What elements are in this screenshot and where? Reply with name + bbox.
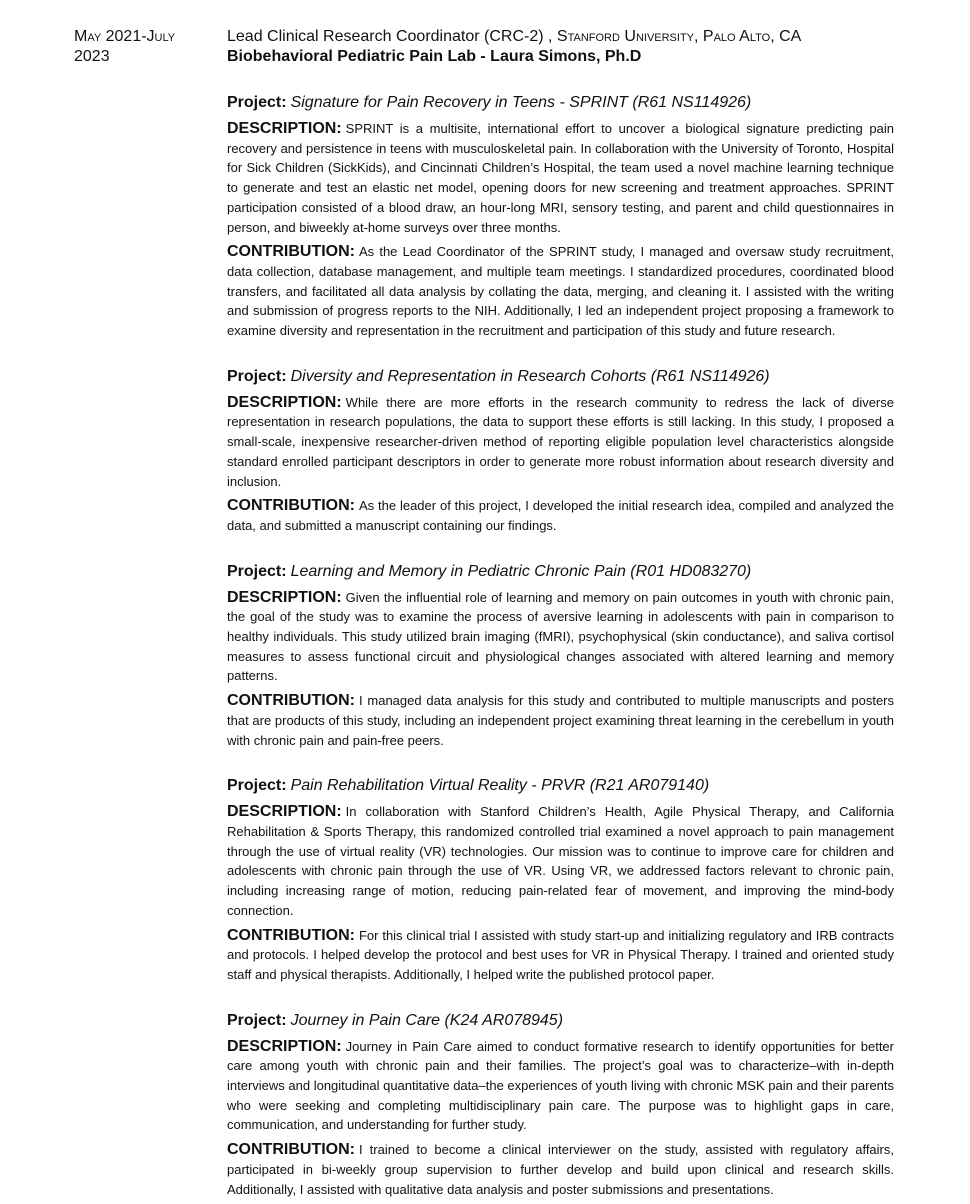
contribution-text: As the leader of this project, I developed the initial research idea, compiled and analyzed the data, and submitted a manuscript containing our findings.: [227, 498, 894, 533]
description-label: DESCRIPTION:: [227, 393, 342, 411]
contribution-text: As the Lead Coordinator of the SPRINT study, I managed and oversaw study recruitment, data collection, database management, and multiple team meetings. I standardized procedures, coordinated blood transfers, and facilitated all data analysis by collating the data, merging, and cleaning it. I assisted with the writing and submission of progress reports to the NIH. Additionally, I led an independent project proposing a framework to examine diversity and representation in the recruitment and participation of this study and future research.: [227, 244, 894, 339]
project-item: [227, 776, 894, 984]
description-text: SPRINT is a multisite, international effort to uncover a biological signature predicting pain recovery and persistence in teens with musculoskeletal pain. In collaboration with the University of Toronto, Hospital for Sick Children (SickKids), and Cincinnati Children’s Hospital, the team used a novel machine learning technique to generate and test an elastic net model, opening doors for new screening and treatment approaches. SPRINT participation consisted of a blood draw, an hour-long MRI, sensory testing, and parent and child questionnaires in person, and biweekly at-home surveys over three months.: [227, 121, 894, 235]
project-item: [227, 562, 894, 751]
project-description: [227, 119, 894, 237]
project-description: [227, 1037, 894, 1136]
project-item: [227, 93, 894, 341]
project-contribution: [227, 926, 894, 985]
description-text: In collaboration with Stanford Children’s Health, Agile Physical Therapy, and California Rehabilitation & Sports Therapy, this randomized controlled trial examined a novel approach to pain management through the use of virtual reality (VR) technologies. Our mission was to continue to improve care for children and adolescents with chronic pain through the use of VR. Using VR, we addressed factors relevant to chronic pain, including increasing range of motion, reducing pain-related fear of movement, and improving the mind-body connection.: [227, 804, 894, 918]
project-contribution: [227, 691, 894, 750]
organization: Stanford University, Palo Alto, CA: [556, 28, 802, 45]
project-heading: [227, 562, 894, 582]
project-item: [227, 1011, 894, 1200]
project-contribution: [227, 496, 894, 535]
project-description: [227, 588, 894, 687]
project-contribution: [227, 1140, 894, 1199]
project-name: Journey in Pain Care (K24 AR078945): [290, 1011, 564, 1029]
project-label: Project:: [227, 777, 287, 795]
job-title-line: [227, 27, 894, 47]
description-text: While there are more efforts in the research community to redress the lack of diverse representation in research populations, the data to support these efforts is still lacking. In this study, I proposed a small-scale, inexpensive researcher-driven method of reporting eligible population level characteristics alongside standard enrolled participant descriptors in order to generate more robust information about research diversity and inclusion.: [227, 394, 894, 489]
project-label: Project:: [227, 1011, 287, 1029]
project-label: Project:: [227, 562, 287, 580]
contribution-label: CONTRIBUTION:: [227, 692, 355, 710]
project-heading: [227, 1011, 894, 1031]
contribution-label: CONTRIBUTION:: [227, 926, 355, 944]
project-name: Diversity and Representation in Research Cohorts (R61 NS114926): [290, 367, 770, 385]
description-label: DESCRIPTION:: [227, 803, 342, 821]
contribution-text: I managed data analysis for this study and contributed to multiple manuscripts and posters that are products of this study, including an independent project examining threat learning in the cerebellum in youth with chronic pain and pain-free peers.: [227, 693, 894, 748]
description-label: DESCRIPTION:: [227, 1037, 342, 1055]
project-name: Learning and Memory in Pediatric Chronic Pain (R01 HD083270): [290, 562, 752, 580]
project-list: [227, 93, 894, 1199]
contribution-label: CONTRIBUTION:: [227, 243, 355, 261]
project-contribution: [227, 242, 894, 341]
job-entry: [227, 27, 894, 1204]
project-heading: [227, 93, 894, 113]
contribution-label: CONTRIBUTION:: [227, 1141, 355, 1159]
project-heading: [227, 776, 894, 796]
project-item: [227, 367, 894, 536]
description-text: Given the influential role of learning and memory on pain outcomes in youth with chronic pain, the goal of the study was to examine the process of aversive learning in adolescents with pain in comparison to healthy individuals. This study utilized brain imaging (fMRI), psychophysical (skin conductance), and saliva cortisol measures to assess functional circuit and physiological changes associated with altered learning and memory patterns.: [227, 589, 894, 684]
description-label: DESCRIPTION:: [227, 120, 342, 137]
project-heading: [227, 367, 894, 387]
project-name: Signature for Pain Recovery in Teens - SPRINT (R61 NS114926): [290, 94, 752, 111]
project-label: Project:: [227, 367, 287, 385]
project-description: [227, 802, 894, 920]
project-name: Pain Rehabilitation Virtual Reality - PRVR (R21 AR079140): [290, 777, 710, 795]
lab-name: Biobehavioral Pediatric Pain Lab - Laura Simons, Ph.D: [227, 48, 642, 65]
date-range: May 2021-July 2023: [74, 28, 176, 65]
contribution-text: I trained to become a clinical interviewer on the study, assisted with regulatory affairs, participated in bi-weekly group supervision to further develop and build upon clinical and research skills. Additionally, I assisted with qualitative data analysis and poster submissions and presentations.: [227, 1142, 894, 1197]
job-title: Lead Clinical Research Coordinator (CRC-2) ,: [227, 28, 553, 45]
description-label: DESCRIPTION:: [227, 588, 342, 606]
contribution-label: CONTRIBUTION:: [227, 497, 355, 515]
project-description: [227, 393, 894, 492]
project-label: Project:: [227, 94, 287, 111]
contribution-text: For this clinical trial I assisted with study start-up and initializing regulatory and IRB contracts and protocols. I helped develop the protocol and best uses for VR in Physical Therapy. I trained and oriented study staff and physical therapists. Additionally, I helped write the published protocol paper.: [227, 927, 894, 982]
description-text: Journey in Pain Care aimed to conduct formative research to identify opportunities for better care among youth with chronic pain and their families. The project’s goal was to characterize–with in-depth interviews and longitudinal quantitative data–the experiences of youth living with chronic MSK pain and their parents who were seeking and completing multidisciplinary pain care. The purpose was to highlight gaps in care, communication, and understanding for further study.: [227, 1038, 895, 1133]
